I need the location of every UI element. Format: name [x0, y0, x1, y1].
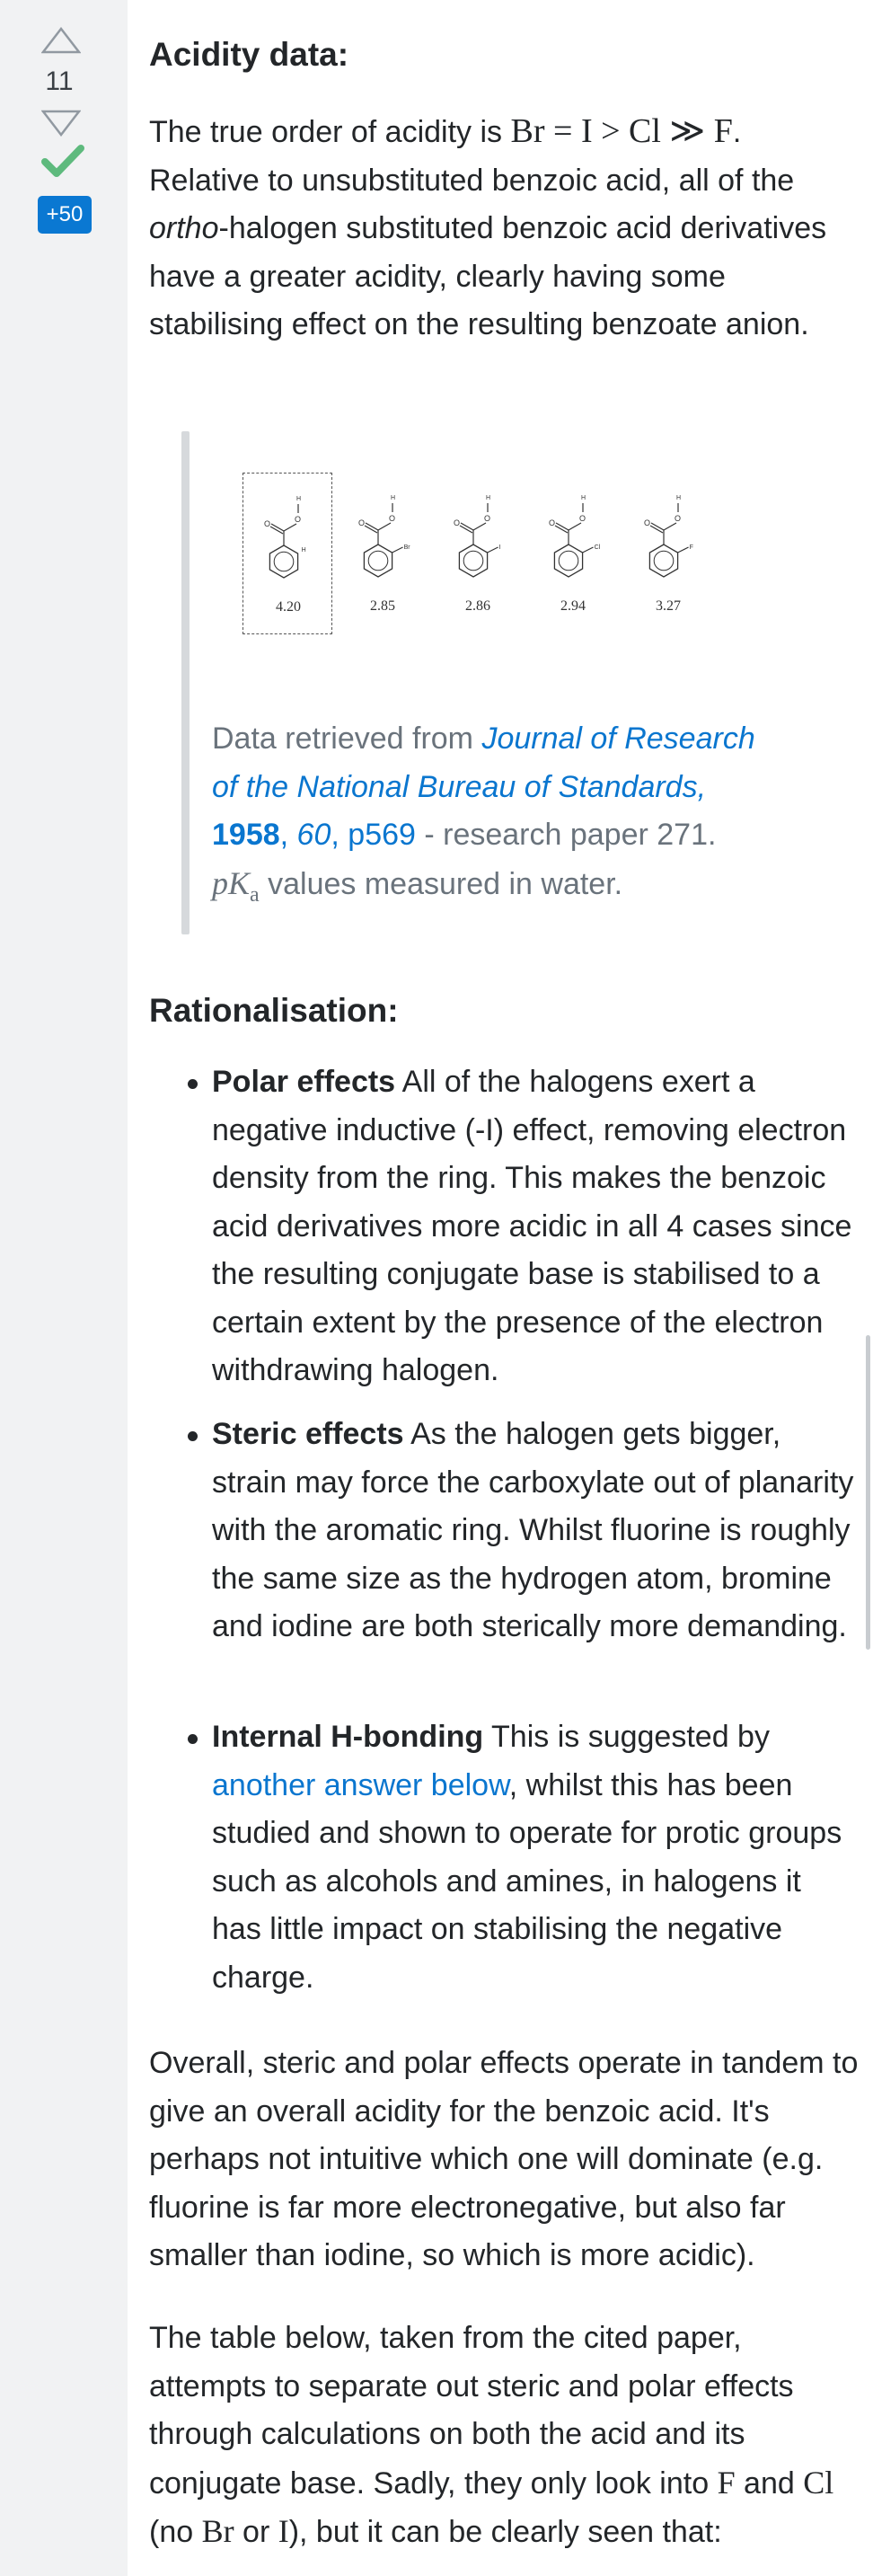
intro-rest-2: -halogen substituted benzoic acid derivatives have a greater acidity, clearly having some stabilising effect on the resulting benzoate anion. [149, 211, 827, 341]
intro-order-suffix: . [732, 115, 742, 149]
bullet-dot [188, 1431, 198, 1441]
benzoic-acid-structure [623, 473, 713, 634]
svg-text:H: H [391, 495, 396, 501]
svg-text:O: O [454, 518, 461, 527]
pka-value-label: 4.20 [276, 599, 301, 615]
bullet-dot [188, 1079, 198, 1089]
pka-value-label: 2.86 [465, 598, 490, 614]
pka-symbol: $pK_a$ [212, 864, 260, 907]
pka-value-label: 2.94 [560, 598, 586, 614]
svg-text:O: O [579, 514, 586, 523]
another-answer-link[interactable]: another answer below [212, 1767, 509, 1802]
upvote-arrow-icon[interactable] [41, 27, 81, 54]
heading-rationalisation: Rationalisation: [149, 992, 399, 1029]
svg-text:O: O [484, 514, 491, 523]
pka-note: values measured in water. [259, 866, 623, 901]
pka-value-label: 2.85 [370, 598, 395, 614]
steric-effects-text: Steric effects As the halogen gets bigger, strain may force the carboxylate out of planarity with the aromatic ring. Whilst fluorine is roughly the same size as the hydrogen atom, bromine and iodine are both sterically more demanding. [212, 1417, 854, 1643]
intro-rest-1: Relative to unsubstituted benzoic acid, all of the [149, 163, 795, 198]
structures-image [242, 473, 710, 634]
svg-text:O: O [358, 518, 366, 527]
svg-text:H: H [676, 495, 682, 501]
benzoic-acid-structure [338, 473, 428, 634]
svg-text:O: O [675, 514, 682, 523]
bullet-dot [188, 1734, 198, 1744]
journal-link[interactable]: Journal of Research of the National Bureau of Standards, [212, 721, 755, 804]
scrollbar-thumb[interactable] [866, 1335, 870, 1650]
benzoic-acid-structure [528, 473, 618, 634]
source-suffix: - research paper 271. [415, 818, 717, 852]
svg-text:Cl: Cl [594, 544, 601, 551]
svg-text:F: F [689, 544, 693, 551]
benzoic-acid-structure [433, 473, 523, 634]
blockquote-bar [181, 431, 190, 934]
svg-text:I: I [498, 544, 501, 551]
svg-text:Br: Br [403, 544, 410, 551]
pka-value-label: 3.27 [656, 598, 681, 614]
overall-paragraph: Overall, steric and polar effects operate in tandem to give an overall acidity for the benzoic acid. It's perhaps not intuitive which one will dominate (e.g. fluorine is far more electronegative, but also far smaller than iodine, so which is more acidic). [149, 2046, 859, 2272]
svg-text:O: O [644, 518, 651, 527]
polar-effects-text: Polar effects All of the halogens exert a negative inductive (-I) effect, removing electron density from the ring. This makes the benzoic acid derivatives more acidic in all 4 cases since the resulting conjugate base is stabilised to a certain extent by the presence of the electron withdrawing halogen. [212, 1065, 852, 1387]
vote-count: 11 [45, 66, 74, 96]
downvote-arrow-icon[interactable] [41, 110, 81, 137]
svg-text:O: O [549, 518, 556, 527]
svg-text:H: H [486, 495, 491, 501]
svg-text:O: O [295, 515, 302, 524]
benzoic-acid-structure [242, 473, 332, 634]
table-intro-paragraph: The table below, taken from the cited paper, attempts to separate out steric and polar effects through calculations on both the acid and its conjugate base. Sadly, they only look into F and Cl (no Br or I), but it can be clearly seen that: [149, 2321, 834, 2549]
intro-paragraph [149, 108, 859, 350]
svg-text:O: O [264, 519, 271, 528]
ortho-term: ortho [149, 211, 219, 245]
data-blockquote [181, 431, 859, 934]
source-prefix: Data retrieved from [212, 721, 482, 756]
vote-column [0, 0, 128, 2576]
accepted-check-icon [41, 144, 84, 180]
intro-order-prefix: The true order of acidity is [149, 115, 511, 149]
svg-text:O: O [389, 514, 396, 523]
hbonding-text: Internal H-bonding This is suggested by another answer below, whilst this has been studied and shown to operate for protic groups such as alcohols and amines, in halogens it has little impact on stabilising the negative charge. [212, 1720, 842, 1995]
svg-text:H: H [301, 547, 306, 553]
acidity-order-math: Br = I > Cl ≫ F [510, 112, 733, 150]
svg-text:H: H [296, 496, 302, 502]
source-citation [212, 715, 787, 919]
svg-text:H: H [581, 495, 586, 501]
bounty-badge[interactable]: +50 [38, 196, 92, 234]
citation-link[interactable]: 1958, 60, p569 [212, 818, 416, 852]
heading-acidity-data: Acidity data: [149, 36, 349, 73]
